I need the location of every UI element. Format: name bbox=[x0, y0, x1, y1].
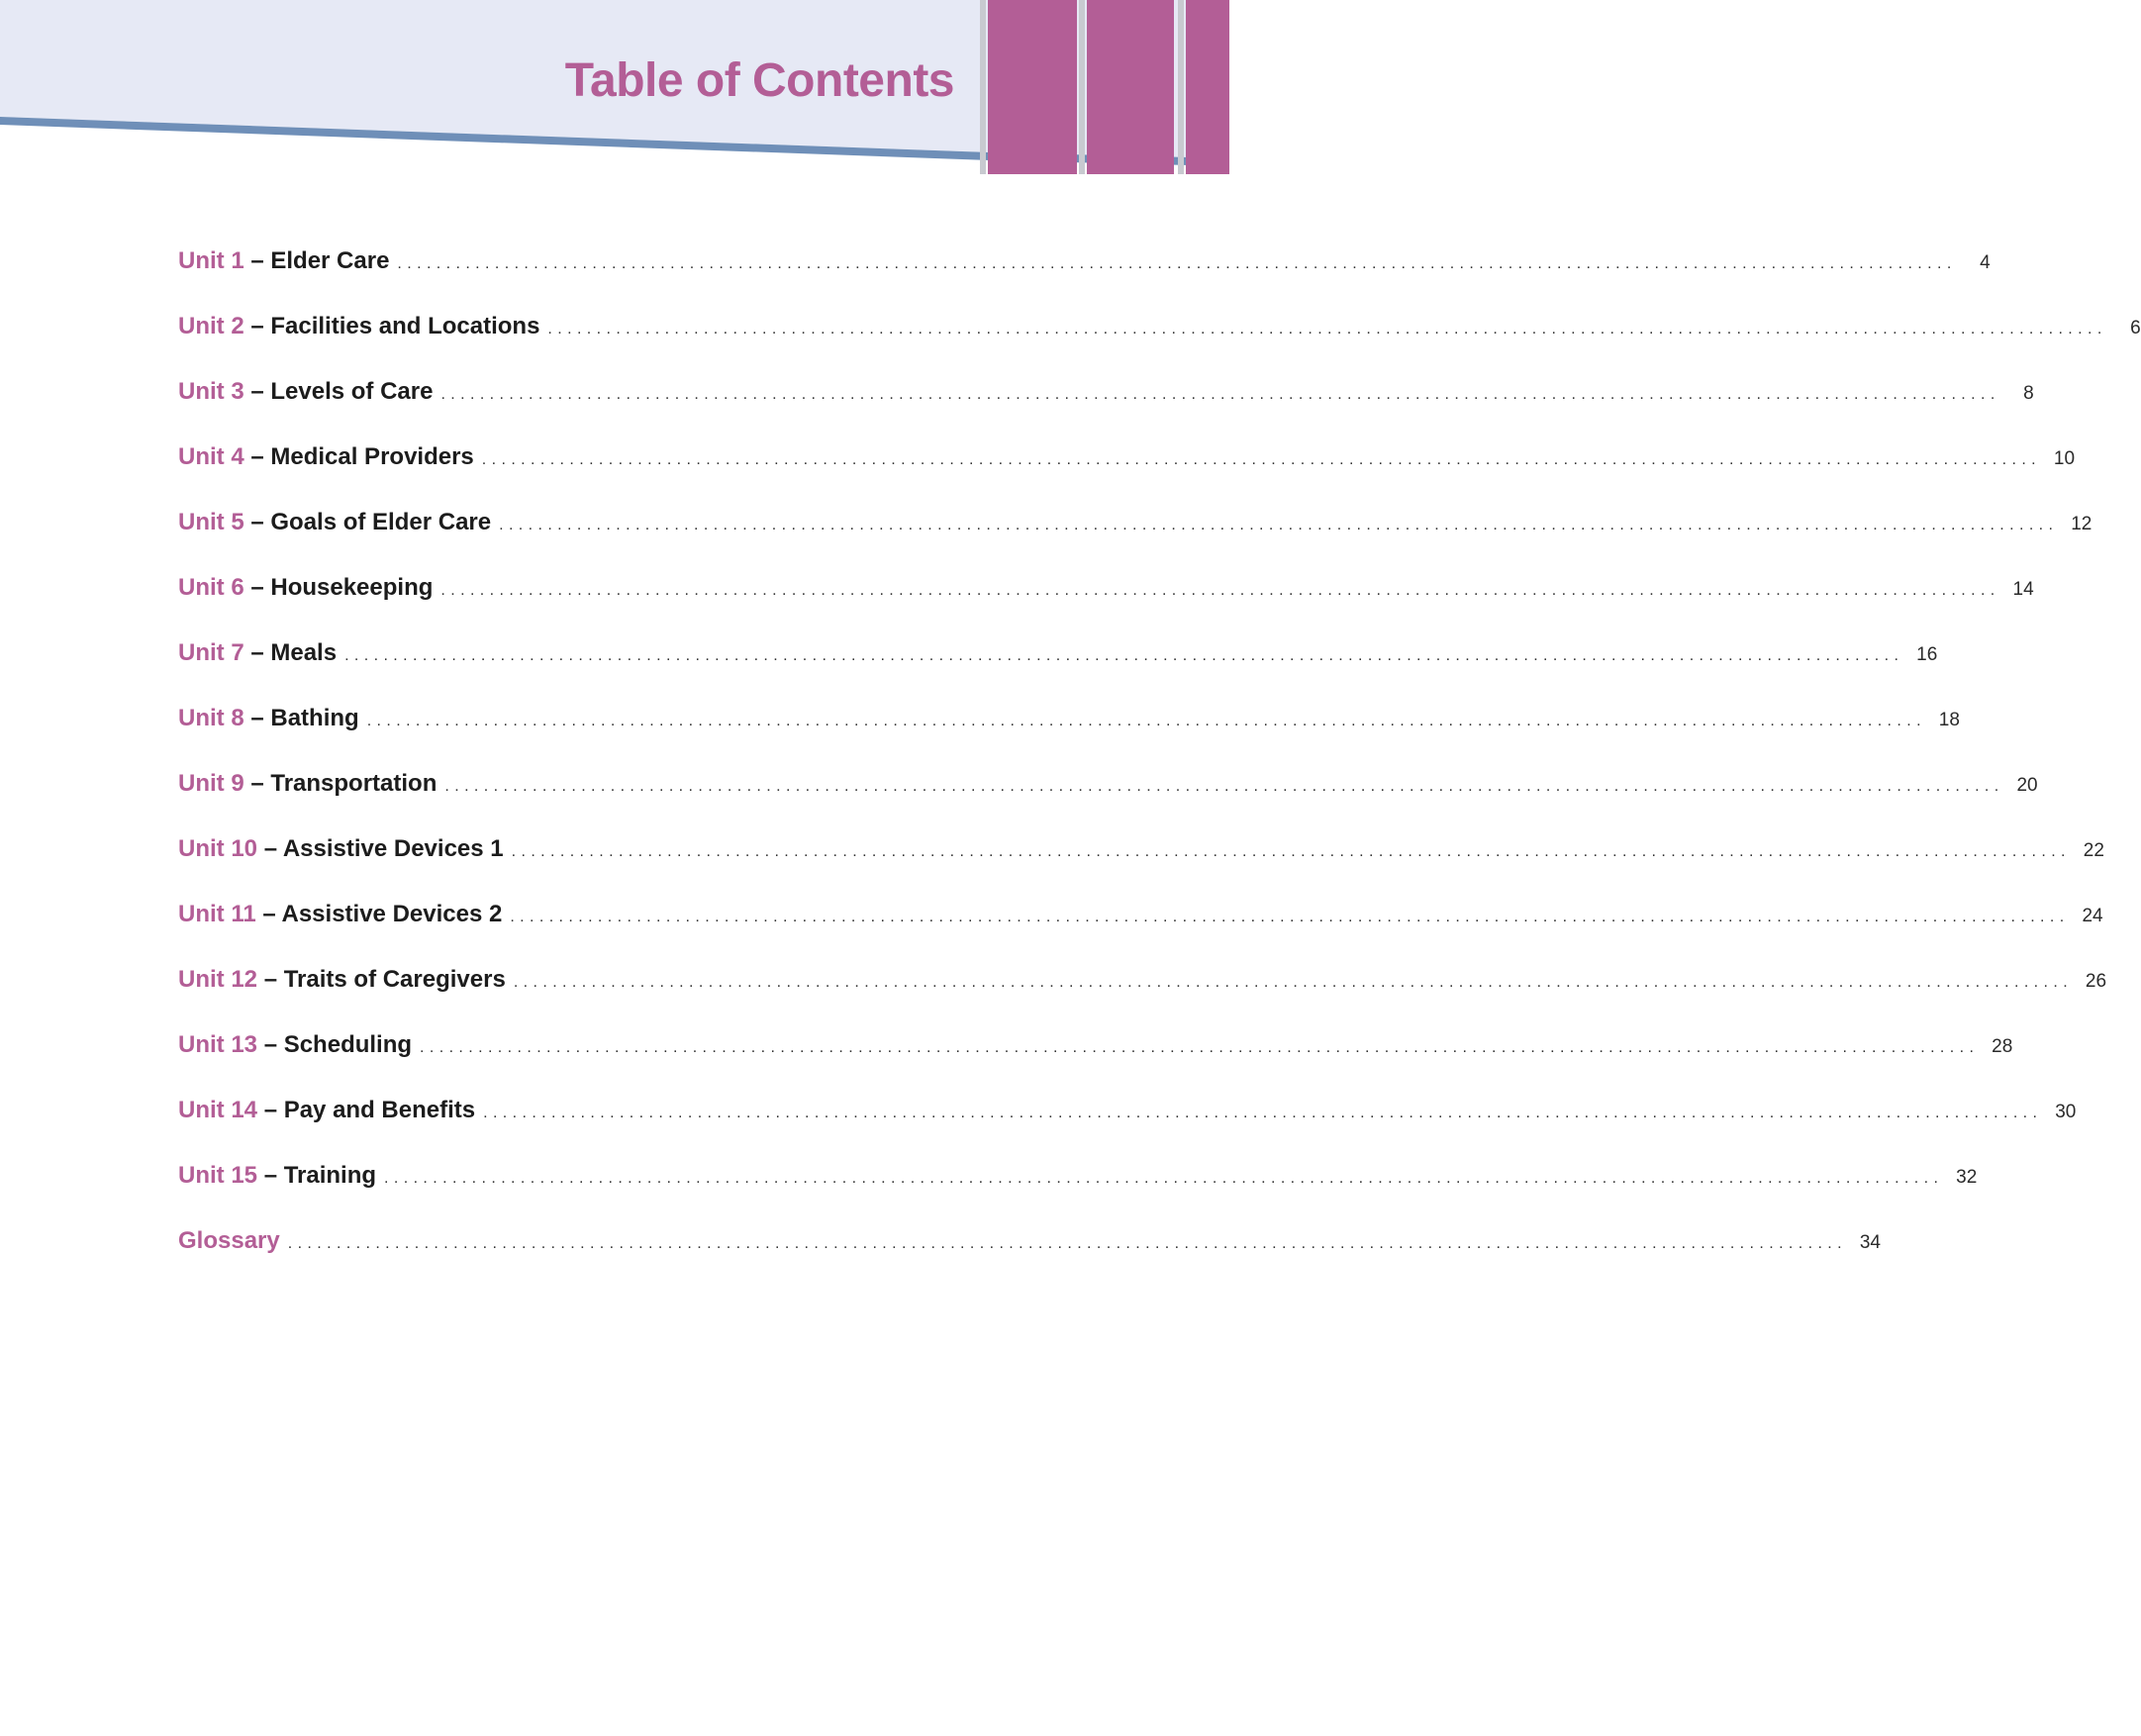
toc-entry-leader-dots: ................................................................................................................................................................ bbox=[513, 974, 2074, 991]
toc-entry-unit: Unit 15 bbox=[178, 1162, 258, 1189]
toc-entry-page-number: 14 bbox=[2012, 579, 2034, 600]
toc-entry-page-number: 32 bbox=[1956, 1167, 1978, 1188]
toc-entry[interactable] bbox=[178, 639, 1938, 705]
toc-entry[interactable] bbox=[178, 574, 2034, 639]
toc-entry-unit: Unit 10 bbox=[178, 835, 258, 862]
toc-entry[interactable] bbox=[178, 1031, 2013, 1097]
header-tab-1 bbox=[980, 0, 986, 174]
toc-entry-title: – Scheduling bbox=[263, 1031, 413, 1058]
toc-entry[interactable] bbox=[178, 705, 1960, 770]
toc-entry-title: – Training bbox=[263, 1162, 377, 1189]
toc-entry-unit: Unit 11 bbox=[178, 901, 256, 927]
toc-entry-page-number: 20 bbox=[2016, 775, 2038, 796]
toc-entry-leader-dots: ................................................................................................................................................................ bbox=[344, 647, 1904, 664]
toc-entry-unit: Unit 2 bbox=[178, 313, 244, 339]
toc-entry-unit: Unit 6 bbox=[178, 574, 244, 601]
toc-entry-page-number: 28 bbox=[1992, 1036, 2013, 1057]
toc-entry-unit: Unit 3 bbox=[178, 378, 244, 405]
toc-entry-title: – Goals of Elder Care bbox=[250, 509, 492, 535]
toc-entry[interactable] bbox=[178, 901, 2103, 966]
toc-entry-title: – Pay and Benefits bbox=[263, 1097, 476, 1123]
header-tab-3 bbox=[1178, 0, 1184, 174]
toc-entry[interactable] bbox=[178, 443, 2076, 509]
toc-entry[interactable] bbox=[178, 313, 2141, 378]
toc-entry[interactable] bbox=[178, 770, 2038, 835]
toc-entry-page-number: 4 bbox=[1980, 252, 1991, 273]
header-tab-1 bbox=[988, 0, 1077, 174]
toc-entry-leader-dots: ................................................................................................................................................................ bbox=[481, 451, 2042, 468]
toc-entry-page-number: 16 bbox=[1916, 644, 1938, 665]
toc-entry-page-number: 12 bbox=[2071, 514, 2092, 534]
toc-entry-unit: Unit 12 bbox=[178, 966, 258, 993]
toc-entry-leader-dots: ................................................................................................................................................................ bbox=[397, 255, 1957, 272]
toc-entry-unit: Unit 4 bbox=[178, 443, 244, 470]
toc-entry-title: – Bathing bbox=[250, 705, 359, 731]
toc-entry-unit: Unit 14 bbox=[178, 1097, 258, 1123]
page-title: Table of Contents bbox=[564, 54, 954, 107]
toc-entry-leader-dots: ................................................................................................................................................................ bbox=[547, 321, 2107, 338]
toc-entry[interactable] bbox=[178, 966, 2107, 1031]
toc-entry-unit: Unit 5 bbox=[178, 509, 244, 535]
toc-entry[interactable] bbox=[178, 1227, 1881, 1293]
toc-entry-unit: Glossary bbox=[178, 1227, 280, 1254]
toc-entry-page-number: 22 bbox=[2083, 840, 2104, 861]
toc-entry-title: – Medical Providers bbox=[250, 443, 474, 470]
toc-entry-title: – Assistive Devices 2 bbox=[262, 901, 503, 927]
toc-entry-leader-dots: ................................................................................................................................................................ bbox=[440, 386, 2000, 403]
toc-entry-unit: Unit 8 bbox=[178, 705, 244, 731]
toc-entry-leader-dots: ................................................................................................................................................................ bbox=[499, 517, 2059, 533]
toc-entry[interactable] bbox=[178, 1162, 1978, 1227]
toc-entry-title: – Levels of Care bbox=[250, 378, 434, 405]
toc-entry-unit: Unit 9 bbox=[178, 770, 244, 797]
toc-entry-unit: Unit 13 bbox=[178, 1031, 258, 1058]
toc-entry-title: – Meals bbox=[250, 639, 338, 666]
toc-entry-page-number: 26 bbox=[2085, 971, 2107, 992]
toc-entry-leader-dots: ................................................................................................................................................................ bbox=[440, 582, 2000, 599]
toc-entry-title: – Transportation bbox=[250, 770, 438, 797]
toc-entry-title: – Facilities and Locations bbox=[250, 313, 540, 339]
toc-entry-page-number: 24 bbox=[2082, 906, 2103, 926]
table-of-contents bbox=[178, 247, 2141, 1293]
toc-entry[interactable] bbox=[178, 378, 2034, 443]
header-tab-3 bbox=[1186, 0, 1229, 174]
header-tab-2 bbox=[1087, 0, 1174, 174]
toc-entry-page-number: 10 bbox=[2053, 448, 2076, 469]
toc-entry-leader-dots: ................................................................................................................................................................ bbox=[511, 843, 2071, 860]
toc-entry-title: – Assistive Devices 1 bbox=[263, 835, 504, 862]
toc-entry[interactable] bbox=[178, 835, 2104, 901]
toc-entry-title: – Elder Care bbox=[250, 247, 390, 274]
toc-entry[interactable] bbox=[178, 1097, 2077, 1162]
toc-entry-leader-dots: ................................................................................................................................................................ bbox=[510, 909, 2070, 925]
toc-entry-leader-dots: ................................................................................................................................................................ bbox=[384, 1170, 1944, 1187]
toc-entry-leader-dots: ................................................................................................................................................................ bbox=[444, 778, 2004, 795]
toc-entry[interactable] bbox=[178, 509, 2092, 574]
toc-entry-leader-dots: ................................................................................................................................................................ bbox=[420, 1039, 1980, 1056]
toc-entry[interactable] bbox=[178, 247, 1991, 313]
toc-entry-page-number: 34 bbox=[1859, 1232, 1881, 1253]
toc-entry-leader-dots: ................................................................................................................................................................ bbox=[366, 713, 1926, 729]
toc-entry-page-number: 30 bbox=[2055, 1102, 2077, 1122]
toc-entry-page-number: 18 bbox=[1938, 710, 1960, 730]
toc-entry-title: – Traits of Caregivers bbox=[263, 966, 506, 993]
toc-entry-page-number: 6 bbox=[2130, 318, 2141, 338]
toc-entry-page-number: 8 bbox=[2023, 383, 2034, 404]
toc-entry-unit: Unit 7 bbox=[178, 639, 244, 666]
toc-entry-leader-dots: ................................................................................................................................................................ bbox=[483, 1105, 2043, 1121]
toc-entry-leader-dots: ................................................................................................................................................................ bbox=[287, 1235, 1847, 1252]
header-tab-2 bbox=[1079, 0, 1085, 174]
toc-entry-unit: Unit 1 bbox=[178, 247, 244, 274]
toc-entry-title: – Housekeeping bbox=[250, 574, 434, 601]
